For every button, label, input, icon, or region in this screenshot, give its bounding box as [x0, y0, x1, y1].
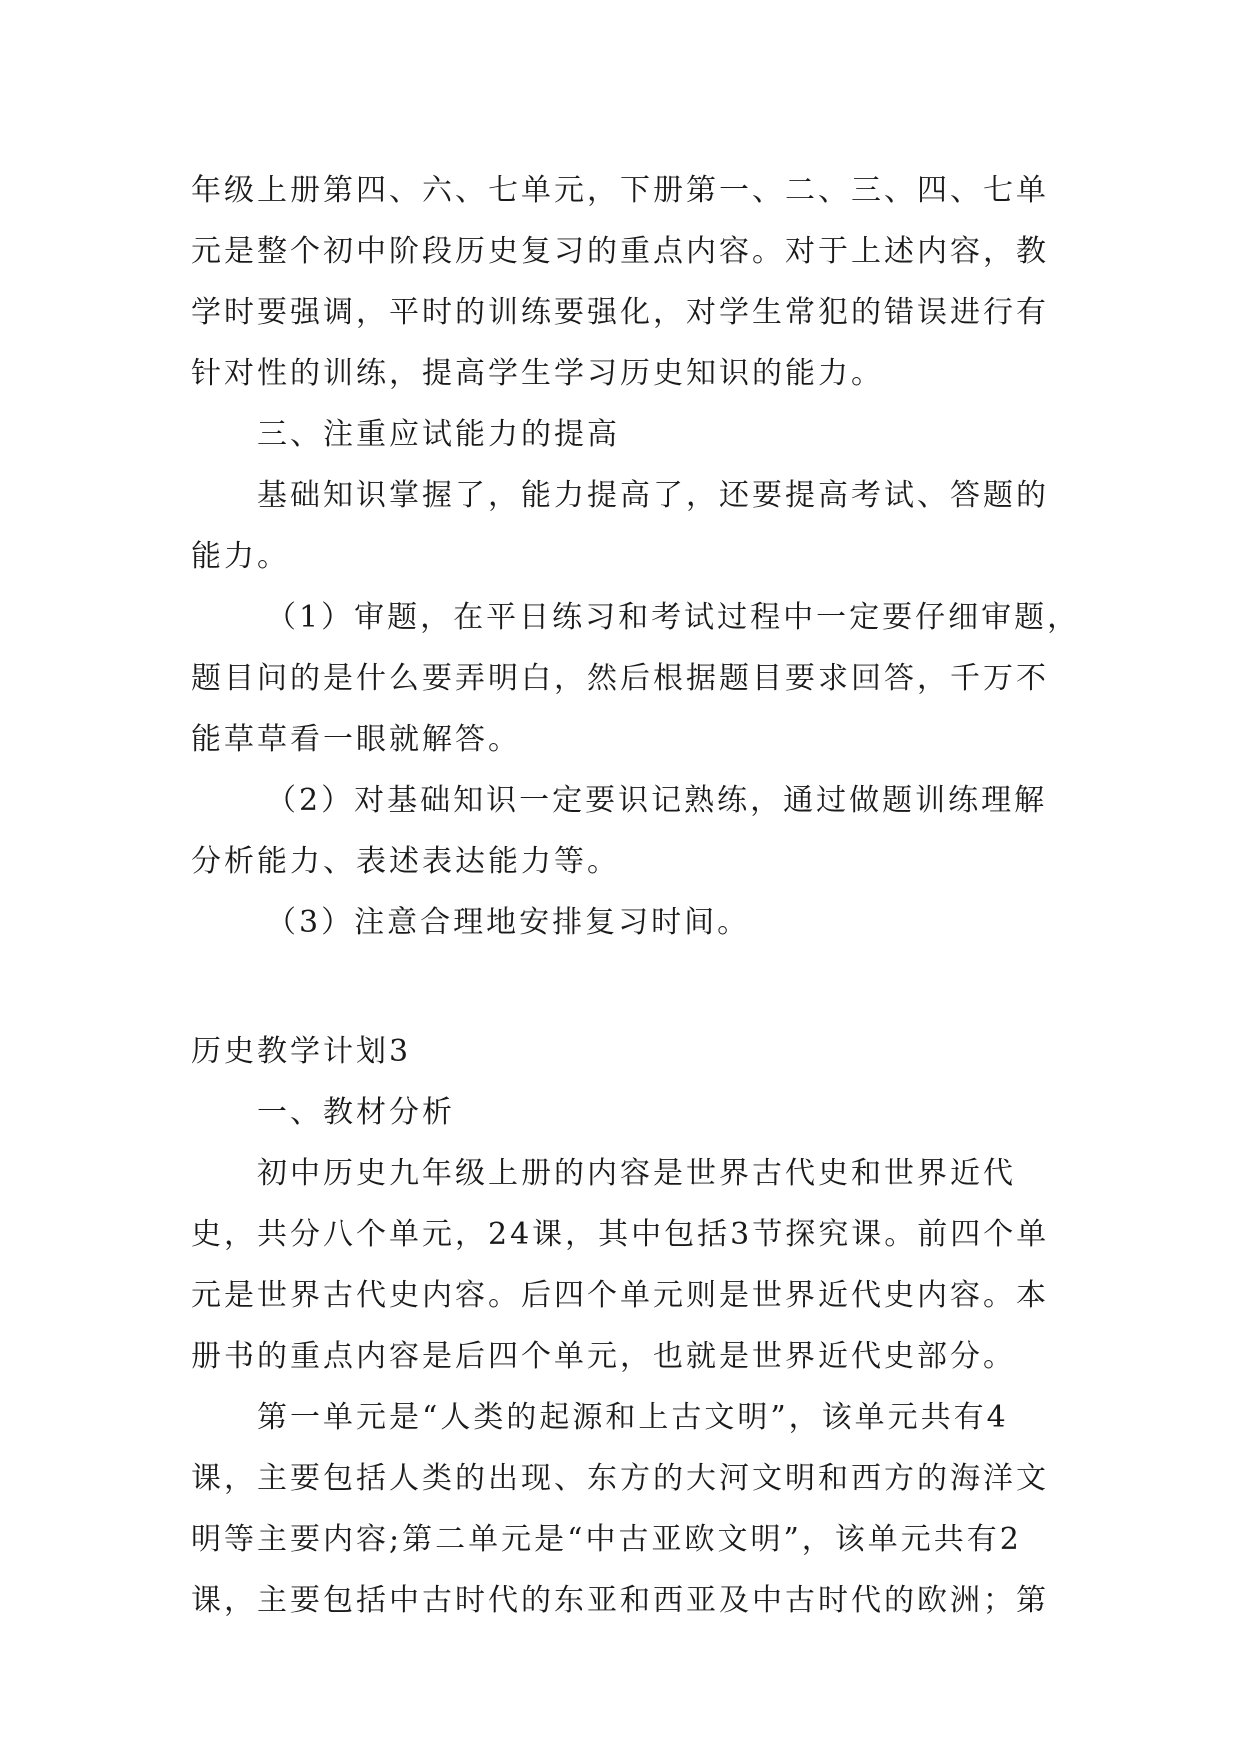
section-heading: 一、教材分析	[257, 1095, 455, 1130]
list-item-line: 题目问的是什么要弄明白，然后根据题目要求回答，千万不	[191, 661, 1049, 696]
list-item-line: 分析能力、表述表达能力等。	[191, 844, 620, 879]
document-body	[191, 160, 1081, 1631]
paragraph-line: 年级上册第四、六、七单元，下册第一、二、三、四、七单	[191, 173, 1049, 208]
paragraph-line: 学时要强调，平时的训练要强化，对学生常犯的错误进行有	[191, 295, 1049, 330]
list-item-line: （3）注意合理地安排复习时间。	[266, 905, 751, 940]
paragraph-line: 史，共分八个单元，24课，其中包括3节探究课。前四个单	[191, 1217, 1050, 1252]
paragraph-line: 针对性的训练，提高学生学习历史知识的能力。	[191, 356, 884, 391]
paragraph-line: 册书的重点内容是后四个单元，也就是世界近代史部分。	[191, 1339, 1016, 1374]
paragraph-line: 初中历史九年级上册的内容是世界古代史和世界近代	[257, 1156, 1016, 1191]
list-item-line: （1）审题，在平日练习和考试过程中一定要仔细审题，	[266, 600, 1081, 635]
paragraph-line: 第一单元是“人类的起源和上古文明”，该单元共有4	[257, 1400, 1009, 1435]
paragraph-line: 课，主要包括人类的出现、东方的大河文明和西方的海洋文	[191, 1461, 1049, 1496]
list-item-line: 能草草看一眼就解答。	[191, 722, 521, 757]
list-item-line: （2）对基础知识一定要识记熟练，通过做题训练理解	[266, 783, 1048, 818]
paragraph-line: 课，主要包括中古时代的东亚和西亚及中古时代的欧洲；第	[191, 1583, 1049, 1618]
document-section-title: 历史教学计划3	[191, 1034, 412, 1069]
section-heading: 三、注重应试能力的提高	[257, 417, 620, 452]
paragraph-line: 元是世界古代史内容。后四个单元则是世界近代史内容。本	[191, 1278, 1049, 1313]
paragraph-line: 明等主要内容;第二单元是“中古亚欧文明”，该单元共有2	[191, 1522, 1022, 1557]
section-spacer	[191, 953, 1051, 1021]
paragraph-line: 能力。	[191, 539, 290, 574]
paragraph-line: 元是整个初中阶段历史复习的重点内容。对于上述内容，教	[191, 234, 1049, 269]
paragraph-line: 基础知识掌握了，能力提高了，还要提高考试、答题的	[257, 478, 1049, 513]
